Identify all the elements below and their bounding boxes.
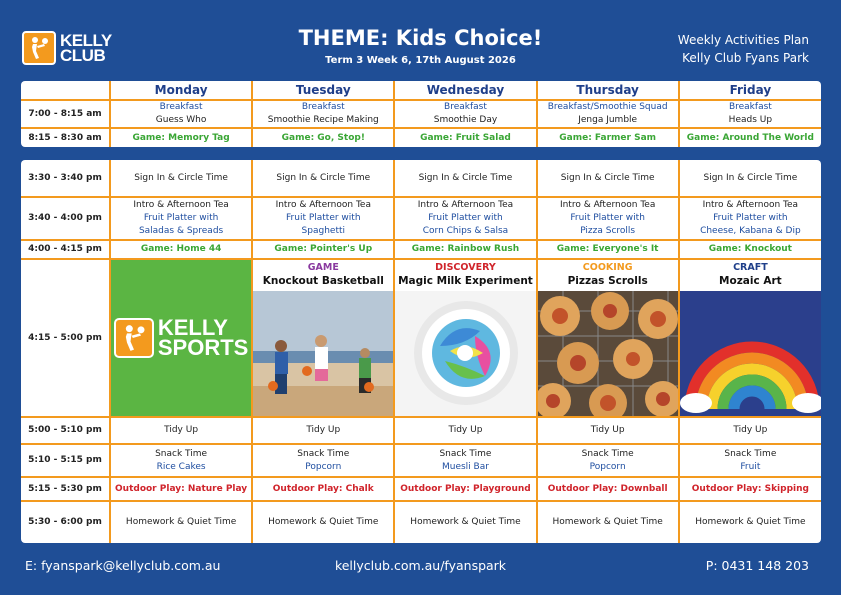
game-cell: Game: Memory Tag	[110, 128, 252, 147]
tidy-cell: Tidy Up	[394, 417, 536, 444]
breakfast-cell: Breakfast Smoothie Day	[394, 100, 536, 128]
time-slot: 5:00 - 5:10 pm	[21, 417, 110, 444]
day-header-tuesday: Tuesday	[252, 81, 394, 100]
time-slot: 4:00 - 4:15 pm	[21, 240, 110, 259]
afternoon-tea-cell: Intro & Afternoon Tea Fruit Platter with Spaghetti	[252, 197, 394, 240]
snack-cell: Snack Time Popcorn	[252, 444, 394, 477]
outdoor-play-cell: Outdoor Play: Playground	[394, 477, 536, 501]
kelly-sports-cell	[110, 259, 252, 417]
activity-category: CRAFT	[733, 262, 768, 273]
outdoor-play-cell: Outdoor Play: Nature Play	[110, 477, 252, 501]
outdoor-play-cell: Outdoor Play: Chalk	[252, 477, 394, 501]
game-cell: Game: Farmer Sam	[537, 128, 679, 147]
activity-name: Knockout Basketball	[262, 275, 384, 287]
activity-category: COOKING	[582, 262, 633, 273]
time-slot: 5:30 - 6:00 pm	[21, 501, 110, 543]
snack-cell: Snack Time Fruit	[679, 444, 821, 477]
plan-info	[678, 31, 809, 67]
game-cell: Game: Pointer's Up	[252, 240, 394, 259]
signin-cell: Sign In & Circle Time	[537, 160, 679, 197]
snack-cell: Snack Time Popcorn	[537, 444, 679, 477]
signin-cell: Sign In & Circle Time	[110, 160, 252, 197]
tidy-cell: Tidy Up	[537, 417, 679, 444]
day-header-monday: Monday	[110, 81, 252, 100]
logo-line2: CLUB	[60, 46, 106, 65]
footer-email[interactable]: E: fyanspark@kellyclub.com.au	[25, 558, 221, 573]
header	[0, 0, 841, 80]
snack-cell: Snack Time Muesli Bar	[394, 444, 536, 477]
activity-name: Mozaic Art	[719, 275, 782, 287]
outdoor-play-cell: Outdoor Play: Skipping	[679, 477, 821, 501]
tidy-cell: Tidy Up	[110, 417, 252, 444]
tidy-cell: Tidy Up	[252, 417, 394, 444]
game-cell: Game: Go, Stop!	[252, 128, 394, 147]
theme-subtitle: Term 3 Week 6, 17th August 2026	[325, 55, 516, 66]
basketball-photo	[253, 291, 393, 416]
homework-cell: Homework & Quiet Time	[537, 501, 679, 543]
outdoor-play-cell: Outdoor Play: Downball	[537, 477, 679, 501]
day-header-wednesday: Wednesday	[394, 81, 536, 100]
homework-cell: Homework & Quiet Time	[679, 501, 821, 543]
afternoon-tea-cell: Intro & Afternoon Tea Fruit Platter with Cheese, Kabana & Dip	[679, 197, 821, 240]
footer	[0, 558, 841, 578]
afternoon-tea-cell: Intro & Afternoon Tea Fruit Platter with Saladas & Spreads	[110, 197, 252, 240]
afternoon-schedule	[21, 160, 821, 543]
activity-name: Pizzas Scrolls	[567, 275, 648, 287]
mozaic-art-photo	[680, 291, 821, 416]
homework-cell: Homework & Quiet Time	[252, 501, 394, 543]
activity-category: DISCOVERY	[435, 262, 496, 273]
footer-phone[interactable]: P: 0431 148 203	[705, 558, 809, 573]
breakfast-cell: Breakfast Guess Who	[110, 100, 252, 128]
plan-title: Weekly Activities Plan	[677, 33, 809, 47]
breakfast-cell: Breakfast/Smoothie Squad Jenga Jumble	[537, 100, 679, 128]
activity-cell-discovery	[394, 259, 536, 417]
day-header-thursday: Thursday	[537, 81, 679, 100]
logo-line1: KELLY	[60, 31, 112, 50]
activity-cell-craft	[679, 259, 821, 417]
game-cell: Game: Fruit Salad	[394, 128, 536, 147]
breakfast-cell: Breakfast Smoothie Recipe Making	[252, 100, 394, 128]
signin-cell: Sign In & Circle Time	[394, 160, 536, 197]
tidy-cell: Tidy Up	[679, 417, 821, 444]
homework-cell: Homework & Quiet Time	[394, 501, 536, 543]
homework-cell: Homework & Quiet Time	[110, 501, 252, 543]
pizza-scrolls-photo	[538, 291, 678, 416]
footer-website[interactable]: kellyclub.com.au/fyanspark	[334, 558, 507, 573]
game-cell: Game: Around The World	[679, 128, 821, 147]
activity-cell-game	[252, 259, 394, 417]
signin-cell: Sign In & Circle Time	[679, 160, 821, 197]
magic-milk-photo	[395, 291, 535, 416]
day-header-friday: Friday	[679, 81, 821, 100]
signin-cell: Sign In & Circle Time	[252, 160, 394, 197]
time-slot: 4:15 - 5:00 pm	[21, 259, 110, 417]
location-name: Kelly Club Fyans Park	[682, 51, 809, 65]
activity-category: GAME	[307, 262, 339, 273]
time-slot: 3:40 - 4:00 pm	[21, 197, 110, 240]
game-cell: Game: Home 44	[110, 240, 252, 259]
activity-name: Magic Milk Experiment	[398, 275, 533, 287]
afternoon-tea-cell: Intro & Afternoon Tea Fruit Platter with Corn Chips & Salsa	[394, 197, 536, 240]
kelly-sports-icon	[114, 318, 154, 358]
activity-cell-cooking	[537, 259, 679, 417]
game-cell: Game: Everyone's It	[537, 240, 679, 259]
kelly-sports-logo	[111, 260, 251, 415]
time-slot: 5:10 - 5:15 pm	[21, 444, 110, 477]
game-cell: Game: Rainbow Rush	[394, 240, 536, 259]
snack-cell: Snack Time Rice Cakes	[110, 444, 252, 477]
breakfast-cell: Breakfast Heads Up	[679, 100, 821, 128]
morning-schedule	[21, 81, 821, 147]
time-slot: 7:00 - 8:15 am	[21, 100, 110, 128]
kelly-sports-line2: SPORTS	[157, 334, 249, 360]
time-slot: 3:30 - 3:40 pm	[21, 160, 110, 197]
theme-title: THEME: Kids Choice!	[298, 26, 543, 50]
game-cell: Game: Knockout	[679, 240, 821, 259]
time-slot: 8:15 - 8:30 am	[21, 128, 110, 147]
time-slot: 5:15 - 5:30 pm	[21, 477, 110, 501]
corner-cell	[21, 81, 110, 100]
kelly-sports-line1: KELLY	[157, 314, 228, 340]
afternoon-tea-cell: Intro & Afternoon Tea Fruit Platter with Pizza Scrolls	[537, 197, 679, 240]
